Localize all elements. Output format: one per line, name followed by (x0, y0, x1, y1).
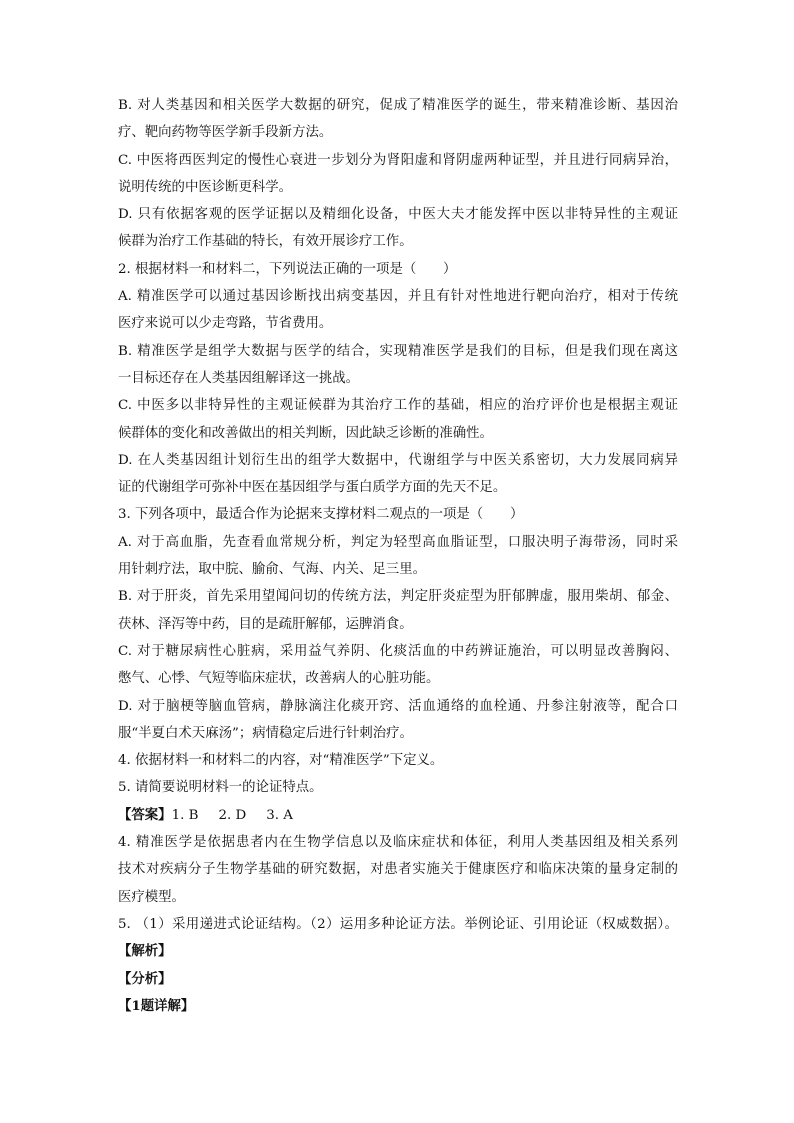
q2-option-c-line-1: C. 中医多以非特异性的主观证候群为其治疗工作的基础，相应的治疗评价也是根据主观证 (118, 398, 678, 414)
analysis-header: 【解析】 (118, 943, 172, 960)
q3-option-c-line-1: C. 对于糖尿病性心脏病，采用益气养阴、化痰活血的中药辨证施治，可以明显改善胸闷、 (118, 643, 678, 659)
q2-option-b-line-1: B. 精准医学是组学大数据与医学的结合，实现精准医学是我们的目标，但是我们现在离这 (118, 343, 678, 359)
option-c-line-1: C. 中医将西医判定的慢性心衰进一步划分为肾阳虚和肾阴虚两种证型，并且进行同病异治， (118, 152, 678, 168)
q2-option-d-line-1: D. 在人类基因组计划衍生出的组学大数据中，代谢组学与中医关系密切，大力发展同病异 (118, 452, 678, 468)
q3-option-b-line-2: 茯林、泽泻等中药，目的是疏肝解郁，运脾消食。 (118, 616, 413, 632)
q3-option-c-line-2: 憋气、心悸、气短等临床症状，改善病人的心脏功能。 (118, 671, 440, 687)
answer-label: 【答案】 (118, 806, 172, 823)
answer-item-3: 3. A (266, 807, 293, 823)
question-2: 2. 根据材料一和材料二，下列说法正确的一项是（ ） (118, 261, 457, 277)
question-3: 3. 下列各项中，最适合作为论据来支撑材料二观点的一项是（ ） (118, 507, 524, 523)
answer-5-line: 5. （1）采用递进式论证结构。（2）运用多种论证方法。举例论证、引用论证（权威数据）。 (118, 916, 678, 932)
q1-detail-header: 【1题详解】 (118, 997, 195, 1014)
q3-option-d-line-2: 服“半夏白术天麻汤”；病情稳定后进行针刺治疗。 (118, 725, 413, 741)
option-b-line-2: 疗、靶向药物等医学新手段新方法。 (118, 125, 333, 141)
q2-option-b-line-2: 一目标还存在人类基因组解译这一挑战。 (118, 370, 360, 386)
option-d-line-2: 候群为治疗工作基础的特长，有效开展诊疗工作。 (118, 234, 413, 250)
q3-option-b-line-1: B. 对于肝炎，首先采用望闻问切的传统方法，判定肝炎症型为肝郁脾虚，服用柴胡、郁金、 (118, 589, 678, 605)
question-5: 5. 请简要说明材料一的论证特点。 (118, 780, 323, 796)
answer-item-2: 2. D (218, 807, 247, 823)
q2-option-d-line-2: 证的代谢组学可弥补中医在基因组学与蛋白质学方面的先天不足。 (118, 480, 507, 496)
q3-option-a-line-1: A. 对于高血脂，先查看血常规分析，判定为轻型高血脂证型，口服决明子海带汤，同时采 (118, 534, 678, 550)
q3-option-d-line-1: D. 对于脑梗等脑血管病，静脉滴注化痰开窍、活血通络的血栓通、丹参注射液等，配合口 (118, 698, 678, 714)
q2-option-a-line-1: A. 精准医学可以通过基因诊断找出病变基因，并且有针对性地进行靶向治疗，相对于传统 (118, 289, 678, 305)
q3-option-a-line-2: 用针刺疗法，取中脘、腧俞、气海、内关、足三里。 (118, 562, 426, 578)
option-d-line-1: D. 只有依据客观的医学证据以及精细化设备，中医大夫才能发挥中医以非特异性的主观证 (118, 207, 678, 223)
document-body (118, 92, 678, 1020)
question-4: 4. 依据材料一和材料二的内容，对“精准医学”下定义。 (118, 753, 444, 769)
q2-option-a-line-2: 医疗来说可以少走弯路，节省费用。 (118, 316, 333, 332)
option-b-line-1: B. 对人类基因和相关医学大数据的研究，促成了精准医学的诞生，带来精准诊断、基因治 (118, 98, 678, 113)
breakdown-header: 【分析】 (118, 970, 172, 987)
q2-option-c-line-2: 候群体的变化和改善做出的相关判断，因此缺乏诊断的准确性。 (118, 425, 493, 441)
answer-4-line-2: 技术对疾病分子生物学基础的研究数据，对患者实施关于健康医疗和临床决策的量身定制的 (118, 862, 678, 878)
answer-line (118, 802, 678, 829)
option-c-line-2: 说明传统的中医诊断更科学。 (118, 179, 293, 195)
answer-4-line-1: 4. 精准医学是依据患者内在生物学信息以及临床症状和体征，利用人类基因组及相关系列 (118, 835, 678, 851)
answer-item-1: 1. B (171, 807, 199, 823)
answer-4-line-3: 医疗模型。 (118, 889, 185, 905)
